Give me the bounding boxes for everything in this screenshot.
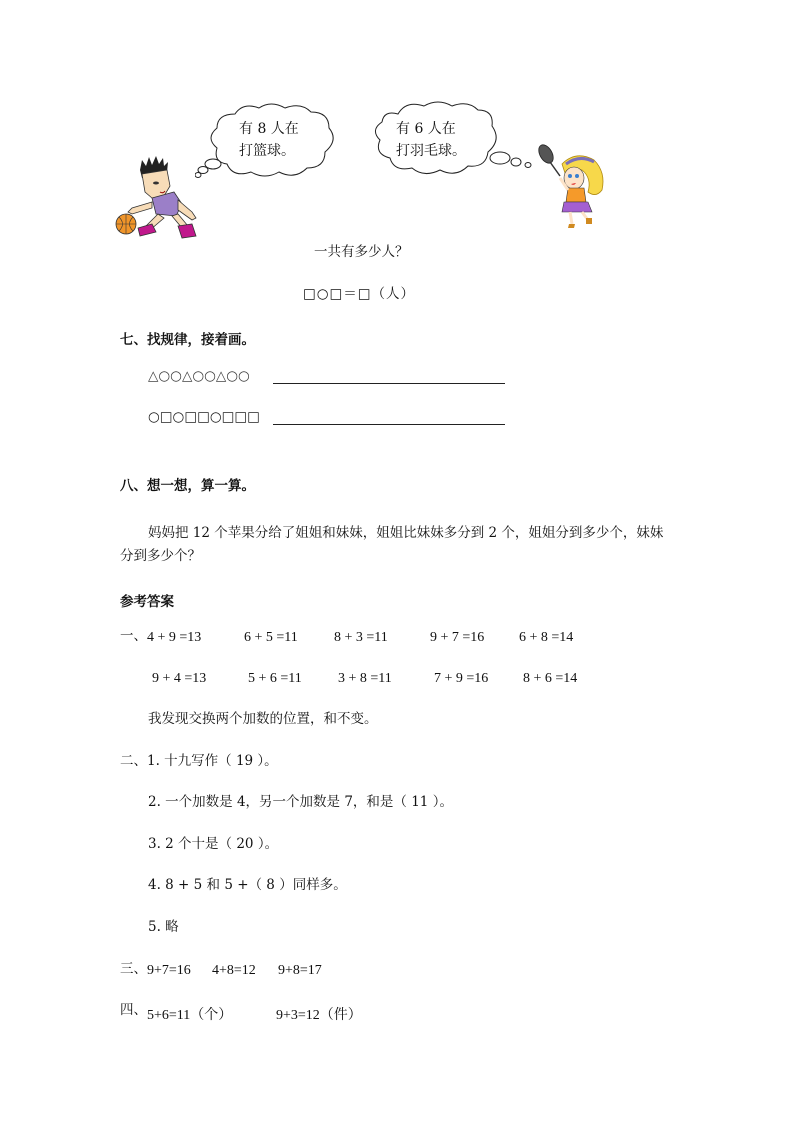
part3-item-3: 9+8=17 xyxy=(278,963,322,978)
pattern-row-1 xyxy=(148,370,508,386)
part3-item-1: 9+7=16 xyxy=(147,963,191,978)
pattern-shapes-1: △○○△○○△○○ xyxy=(148,368,250,384)
section8-problem-line1: 妈妈把 12 个苹果分给了姐姐和妹妹，姐姐比妹妹多分到 2 个，姐姐分到多少个，妹妹 xyxy=(148,525,664,541)
girl-thought-bubble xyxy=(368,100,538,180)
part4-item-2: 9+3=12（件） xyxy=(276,1008,362,1023)
section7-title: 七、找规律，接着画。 xyxy=(120,332,255,348)
pattern-answer-line-1[interactable] xyxy=(273,383,505,384)
illustration-question: 一共有多少人？ xyxy=(314,244,409,260)
boy-thought-bubble xyxy=(195,102,340,182)
part2-item-2: 2. 一个加数是 4，另一个加数是 7，和是（ 11 ）。 xyxy=(148,794,453,810)
part1-conclusion: 我发现交换两个加数的位置，和不变。 xyxy=(148,711,378,727)
part1-row1-eq4: 9 + 7 =16 xyxy=(430,630,485,645)
girl-bubble-line1: 有 6 人在 xyxy=(396,121,456,137)
part1-row2-eq4: 7 + 9 =16 xyxy=(434,671,489,686)
girl-badminton-illustration xyxy=(536,142,611,232)
part1-row1-eq2: 6 + 5 =11 xyxy=(244,630,298,645)
part1-row1-eq1: 4 + 9 =13 xyxy=(147,630,202,645)
pattern-row-2 xyxy=(148,411,508,427)
pattern-shapes-2: ○□○□□○□□□ xyxy=(148,409,260,425)
answers-title: 参考答案 xyxy=(120,594,174,610)
answers-part3-prefix: 三、 xyxy=(120,961,147,977)
pattern-answer-line-2[interactable] xyxy=(273,424,505,425)
boy-bubble-line2: 打篮球。 xyxy=(239,143,295,159)
part1-row2-eq3: 3 + 8 =11 xyxy=(338,671,392,686)
part1-row2-eq1: 9 + 4 =13 xyxy=(152,671,207,686)
answers-part1-prefix: 一、 xyxy=(120,628,147,644)
section8-problem-line2: 分到多少个？ xyxy=(120,548,201,564)
answers-part2-prefix: 二、 xyxy=(120,753,147,769)
part1-row2-eq5: 8 + 6 =14 xyxy=(523,671,578,686)
section8-title: 八、想一想，算一算。 xyxy=(120,478,255,494)
girl-bubble-line2: 打羽毛球。 xyxy=(396,143,466,159)
part2-item-3: 3. 2 个十是（ 20 ）。 xyxy=(148,836,279,852)
equation-template: □○□＝□（人） xyxy=(303,286,416,302)
part1-row1-eq3: 8 + 3 =11 xyxy=(334,630,388,645)
part2-item-1: 1. 十九写作（ 19 ）。 xyxy=(147,753,278,769)
part1-row2-eq2: 5 + 6 =11 xyxy=(248,671,302,686)
boy-bubble-line1: 有 8 人在 xyxy=(239,121,299,137)
part3-item-2: 4+8=12 xyxy=(212,963,256,978)
part1-row1-eq5: 6 + 8 =14 xyxy=(519,630,574,645)
answers-part4-prefix: 四、 xyxy=(120,1002,147,1018)
part2-item-5: 5. 略 xyxy=(148,919,179,935)
part2-item-4: 4. 8 + 5 和 5 +（ 8 ）同样多。 xyxy=(148,877,347,893)
part4-item-1: 5+6=11（个） xyxy=(147,1008,233,1023)
